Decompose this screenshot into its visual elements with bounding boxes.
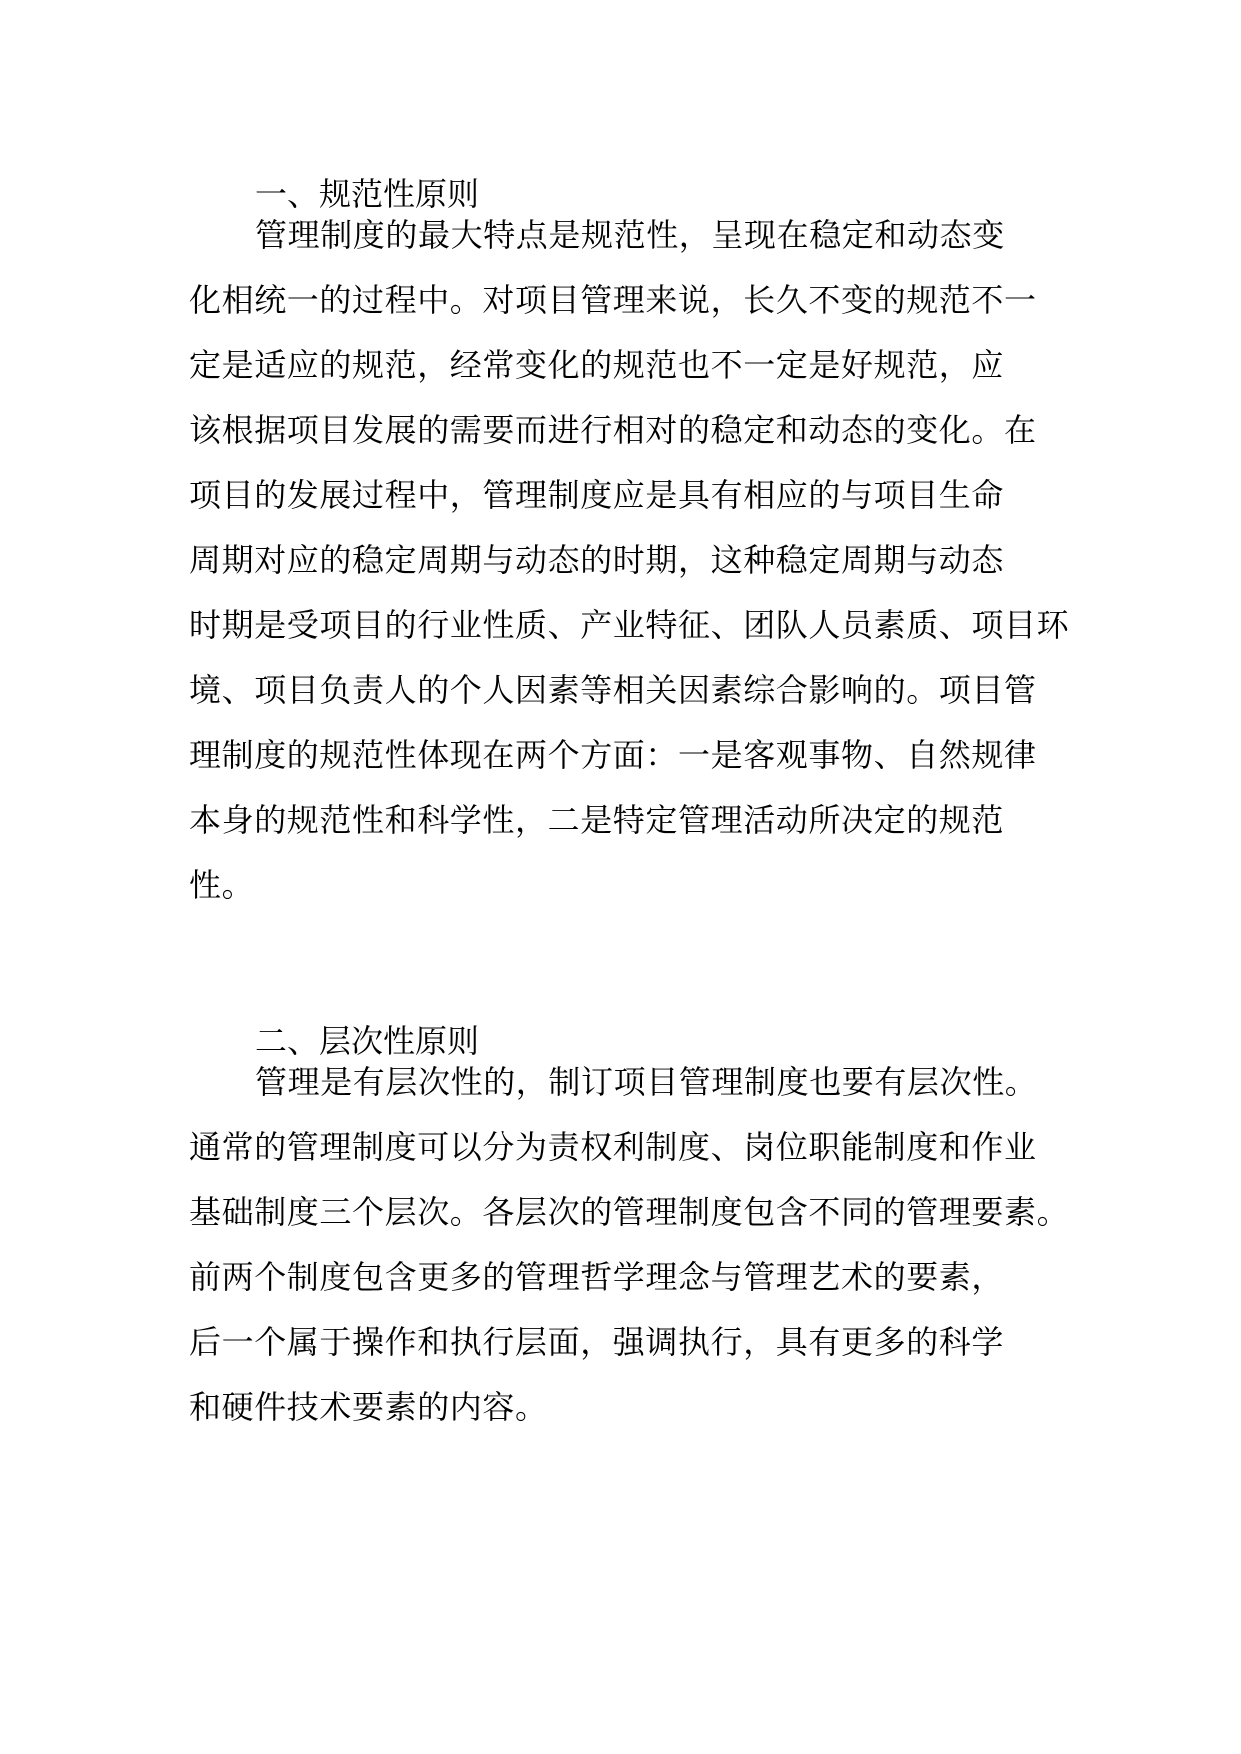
section-2-paragraph: [189, 1050, 1070, 1440]
section-heading-1: 一、规范性原则: [255, 175, 480, 213]
text-line: 时期是受项目的行业性质、产业特征、团队人员素质、项目环: [189, 606, 1070, 644]
text-line: 定是适应的规范，经常变化的规范也不一定是好规范，应: [189, 346, 1005, 384]
text-line: 管理是有层次性的，制订项目管理制度也要有层次性。: [255, 1063, 1038, 1101]
section-1-paragraph: [189, 203, 1070, 918]
section-heading-2: 二、层次性原则: [255, 1022, 480, 1060]
text-line: 理制度的规范性体现在两个方面：一是客观事物、自然规律: [189, 736, 1037, 774]
text-line: 化相统一的过程中。对项目管理来说，长久不变的规范不一: [189, 281, 1037, 319]
text-line: 前两个制度包含更多的管理哲学理念与管理艺术的要素，: [189, 1258, 1005, 1296]
text-line: 该根据项目发展的需要而进行相对的稳定和动态的变化。在: [189, 411, 1037, 449]
text-line: 管理制度的最大特点是规范性，呈现在稳定和动态变: [255, 216, 1005, 254]
text-line: 本身的规范性和科学性，二是特定管理活动所决定的规范: [189, 801, 1005, 839]
text-line: 和硬件技术要素的内容。: [189, 1388, 548, 1426]
text-line: 项目的发展过程中，管理制度应是具有相应的与项目生命: [189, 476, 1005, 514]
text-line: 通常的管理制度可以分为责权利制度、岗位职能制度和作业: [189, 1128, 1037, 1166]
text-line: 境、项目负责人的个人因素等相关因素综合影响的。项目管: [189, 671, 1037, 709]
text-line: 周期对应的稳定周期与动态的时期，这种稳定周期与动态: [189, 541, 1005, 579]
text-line: 性。: [189, 866, 255, 904]
text-line: 基础制度三个层次。各层次的管理制度包含不同的管理要素。: [189, 1193, 1070, 1231]
text-line: 后一个属于操作和执行层面，强调执行，具有更多的科学: [189, 1323, 1005, 1361]
